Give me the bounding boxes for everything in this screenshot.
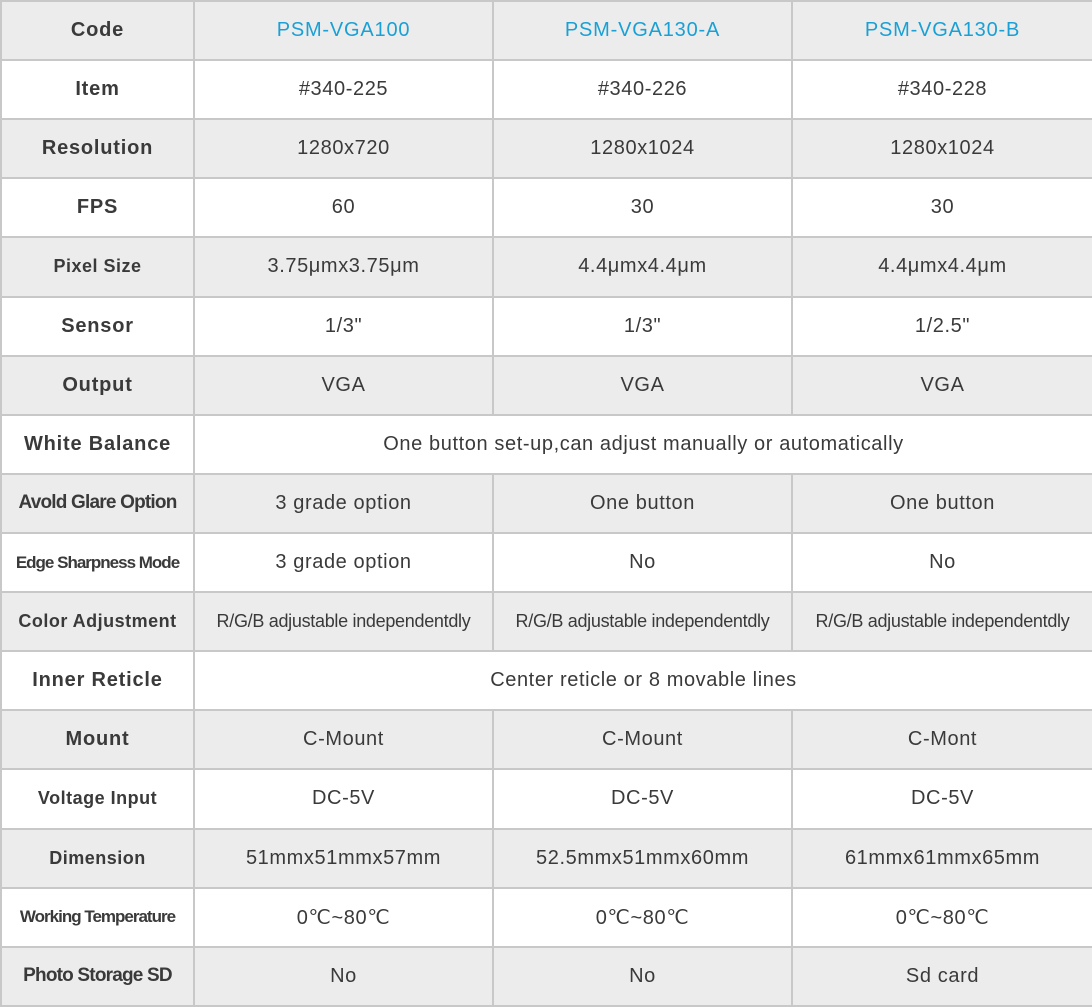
fps-cell: 60 <box>194 178 493 237</box>
row-item <box>1 60 1092 119</box>
row-voltage-input <box>1 769 1092 828</box>
row-sensor <box>1 297 1092 356</box>
label-inner-reticle: Inner Reticle <box>1 651 194 710</box>
fps-cell: 30 <box>792 178 1092 237</box>
color-adjustment-cell: R/G/B adjustable independentdly <box>493 592 792 651</box>
pixel-size-cell: 4.4μmx4.4μm <box>792 237 1092 296</box>
output-cell: VGA <box>792 356 1092 415</box>
inner-reticle-cell: Center reticle or 8 movable lines <box>194 651 1092 710</box>
pixel-size-cell: 3.75μmx3.75μm <box>194 237 493 296</box>
label-sensor: Sensor <box>1 297 194 356</box>
white-balance-cell: One button set-up,can adjust manually or automatically <box>194 415 1092 474</box>
mount-cell: C-Mont <box>792 710 1092 769</box>
color-adjustment-cell: R/G/B adjustable independentdly <box>194 592 493 651</box>
row-inner-reticle <box>1 651 1092 710</box>
mount-cell: C-Mount <box>194 710 493 769</box>
mount-cell: C-Mount <box>493 710 792 769</box>
working-temperature-cell: 0℃~80℃ <box>194 888 493 947</box>
row-pixel-size <box>1 237 1092 296</box>
row-edge-sharpness <box>1 533 1092 592</box>
row-fps <box>1 178 1092 237</box>
label-pixel-size: Pixel Size <box>1 237 194 296</box>
code-cell: PSM-VGA100 <box>194 1 493 60</box>
photo-storage-cell: No <box>493 947 792 1006</box>
row-working-temperature <box>1 888 1092 947</box>
voltage-input-cell: DC-5V <box>493 769 792 828</box>
label-working-temperature: Working Temperature <box>1 888 194 947</box>
item-cell: #340-225 <box>194 60 493 119</box>
item-cell: #340-228 <box>792 60 1092 119</box>
label-voltage-input: Voltage Input <box>1 769 194 828</box>
row-avoid-glare <box>1 474 1092 533</box>
row-code <box>1 1 1092 60</box>
sensor-cell: 1/3" <box>493 297 792 356</box>
edge-sharpness-cell: No <box>493 533 792 592</box>
code-cell: PSM-VGA130-B <box>792 1 1092 60</box>
row-color-adjustment <box>1 592 1092 651</box>
label-color-adjustment: Color Adjustment <box>1 592 194 651</box>
label-output: Output <box>1 356 194 415</box>
resolution-cell: 1280x1024 <box>493 119 792 178</box>
photo-storage-cell: No <box>194 947 493 1006</box>
item-cell: #340-226 <box>493 60 792 119</box>
label-dimension: Dimension <box>1 829 194 888</box>
row-output <box>1 356 1092 415</box>
voltage-input-cell: DC-5V <box>792 769 1092 828</box>
label-edge-sharpness: Edge Sharpness Mode <box>1 533 194 592</box>
fps-cell: 30 <box>493 178 792 237</box>
label-code: Code <box>1 1 194 60</box>
edge-sharpness-cell: No <box>792 533 1092 592</box>
label-photo-storage: Photo Storage SD <box>1 947 194 1006</box>
edge-sharpness-cell: 3 grade option <box>194 533 493 592</box>
pixel-size-cell: 4.4μmx4.4μm <box>493 237 792 296</box>
dimension-cell: 52.5mmx51mmx60mm <box>493 829 792 888</box>
sensor-cell: 1/3" <box>194 297 493 356</box>
working-temperature-cell: 0℃~80℃ <box>493 888 792 947</box>
label-resolution: Resolution <box>1 119 194 178</box>
dimension-cell: 51mmx51mmx57mm <box>194 829 493 888</box>
label-mount: Mount <box>1 710 194 769</box>
row-white-balance <box>1 415 1092 474</box>
label-fps: FPS <box>1 178 194 237</box>
color-adjustment-cell: R/G/B adjustable independentdly <box>792 592 1092 651</box>
resolution-cell: 1280x720 <box>194 119 493 178</box>
label-white-balance: White Balance <box>1 415 194 474</box>
photo-storage-cell: Sd card <box>792 947 1092 1006</box>
avoid-glare-cell: One button <box>792 474 1092 533</box>
working-temperature-cell: 0℃~80℃ <box>792 888 1092 947</box>
code-cell: PSM-VGA130-A <box>493 1 792 60</box>
output-cell: VGA <box>194 356 493 415</box>
sensor-cell: 1/2.5" <box>792 297 1092 356</box>
output-cell: VGA <box>493 356 792 415</box>
label-item: Item <box>1 60 194 119</box>
avoid-glare-cell: One button <box>493 474 792 533</box>
dimension-cell: 61mmx61mmx65mm <box>792 829 1092 888</box>
row-mount <box>1 710 1092 769</box>
row-resolution <box>1 119 1092 178</box>
avoid-glare-cell: 3 grade option <box>194 474 493 533</box>
resolution-cell: 1280x1024 <box>792 119 1092 178</box>
voltage-input-cell: DC-5V <box>194 769 493 828</box>
row-dimension <box>1 829 1092 888</box>
label-avoid-glare: Avold Glare Option <box>1 474 194 533</box>
row-photo-storage <box>1 947 1092 1006</box>
